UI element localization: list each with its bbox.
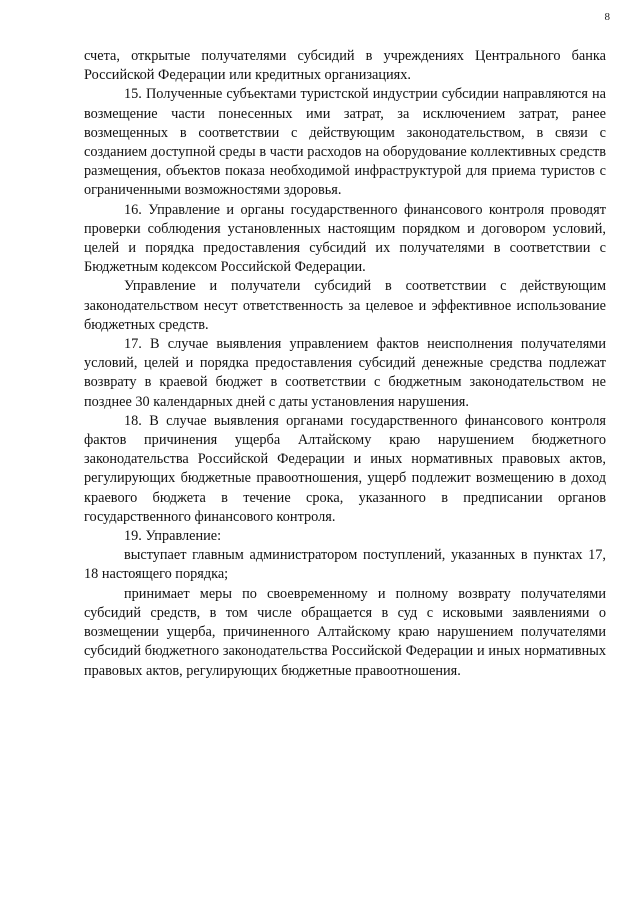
paragraph-continuation: счета, открытые получателями субсидий в учреждениях Центрального банка Российской Федерации или кредитных организациях. bbox=[84, 48, 606, 84]
paragraph-16-responsibility: Управление и получатели субсидий в соответствии с действующим законодательством несут ответственность за целевое и эффективное использование бюджетных средств. bbox=[84, 278, 606, 333]
paragraph-16: 16. Управление и органы государственного финансового контроля проводят проверки соблюдения установленных настоящим порядком и договором условий, целей и порядка предоставления субсидий их получателями в соответствии с Бюджетным кодексом Российской Федерации. bbox=[84, 201, 606, 276]
paragraph-19-item-1: выступает главным администратором поступлений, указанных в пунктах 17, 18 настоящего порядка; bbox=[84, 547, 606, 583]
paragraph-19-heading: 19. Управление: bbox=[124, 528, 222, 545]
paragraph-15: 15. Полученные субъектами туристской индустрии субсидии направляются на возмещение части понесенных ими затрат, за исключением затрат, ранее возмещенных в соответствии с действующим законодательством, в связи с созданием доступной среды в части расходов на оборудование коллективных средств размещения, объектов показа необходимой инфраструктурой для приема туристов с ограниченными возможностями здоровья. bbox=[84, 86, 606, 199]
document-body bbox=[84, 47, 606, 681]
paragraph-17: 17. В случае выявления управлением фактов неисполнения получателями условий, целей и порядка предоставления субсидий денежные средства подлежат возврату в краевой бюджет в соответствии с бюджетным законодательством не позднее 30 календарных дней с даты установления нарушения. bbox=[84, 336, 606, 410]
paragraph-19-item-2: принимает меры по своевременному и полному возврату получателями субсидий средств, в том числе обращается в суд с исковыми заявлениями о возмещении ущерба, причиненного Алтайскому краю нарушением получателями субсидий бюджетного законодательства Российской Федерации и иных нормативных правовых актов, регулирующих бюджетные правоотношения. bbox=[84, 585, 606, 679]
paragraph-18: 18. В случае выявления органами государственного финансового контроля фактов причинения ущерба Алтайскому краю нарушением бюджетного законодательства Российской Федерации и иных нормативных правовых актов, регулирующих бюджетные правоотношения, ущерб подлежит возмещению в доход краевого бюджета в течение срока, указанного в предписании органов государственного финансового контроля. bbox=[84, 412, 606, 525]
page-number: 8 bbox=[604, 11, 610, 23]
